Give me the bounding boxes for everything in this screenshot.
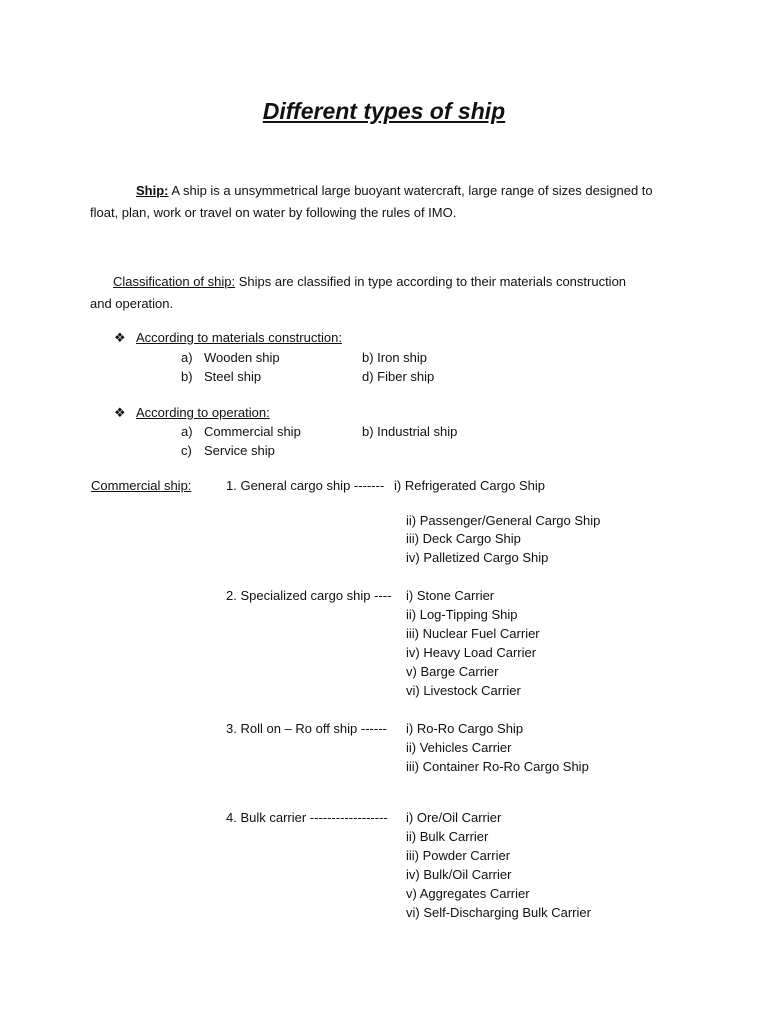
list-item: i) Refrigerated Cargo Ship — [394, 478, 546, 493]
list-item: vi) Self-Discharging Bulk Carrier — [406, 905, 591, 920]
materials-row-2-marker: b) — [181, 369, 193, 384]
ship-definition-text: A ship is a unsymmetrical large buoyant watercraft, large range of sizes designed to — [168, 183, 653, 198]
materials-row-2-text: Steel ship — [204, 369, 262, 384]
classification-term: Classification of ship: — [113, 274, 236, 289]
list-item: iv) Bulk/Oil Carrier — [406, 867, 512, 882]
classification-text: Ships are classified in type according to their materials construction — [235, 274, 627, 289]
classification-line2: and operation. — [90, 296, 174, 311]
ship-definition-line1 — [136, 182, 653, 200]
list-item: ii) Passenger/General Cargo Ship — [406, 513, 601, 528]
operation-row-1-text: Commercial ship — [204, 424, 301, 439]
materials-row-1-marker: a) — [181, 350, 193, 365]
ship-term: Ship: — [136, 183, 169, 198]
list-item: ii) Bulk Carrier — [406, 829, 489, 844]
list-item: v) Barge Carrier — [406, 664, 499, 679]
group-4-head: 4. Bulk carrier ------------------ — [226, 810, 388, 825]
list-item: iii) Container Ro-Ro Cargo Ship — [406, 759, 589, 774]
list-item: iv) Palletized Cargo Ship — [406, 550, 549, 565]
page-title: Different types of ship — [262, 98, 506, 124]
list-item: iv) Heavy Load Carrier — [406, 645, 537, 660]
operation-row-2-text: Service ship — [204, 443, 275, 458]
materials-row-1-text: Wooden ship — [204, 350, 280, 365]
materials-row-1-right: b) Iron ship — [362, 350, 428, 365]
list-item: v) Aggregates Carrier — [406, 886, 530, 901]
list-item: ii) Vehicles Carrier — [406, 740, 512, 755]
list-item: i) Stone Carrier — [406, 588, 495, 603]
list-item: iii) Deck Cargo Ship — [406, 531, 521, 546]
ship-definition-line2: float, plan, work or travel on water by following the rules of IMO. — [90, 205, 457, 220]
list-item: ii) Log-Tipping Ship — [406, 607, 518, 622]
materials-row-2-right: d) Fiber ship — [362, 369, 435, 384]
operation-row-1-marker: a) — [181, 424, 193, 439]
list-item: iii) Nuclear Fuel Carrier — [406, 626, 540, 641]
diamond-bullet-icon: ❖ — [114, 405, 126, 420]
list-item: i) Ore/Oil Carrier — [406, 810, 502, 825]
list-item: i) Ro-Ro Cargo Ship — [406, 721, 524, 736]
list-item: vi) Livestock Carrier — [406, 683, 521, 698]
operation-heading: According to operation: — [136, 405, 270, 420]
operation-row-1-right: b) Industrial ship — [362, 424, 458, 439]
group-3-head: 3. Roll on – Ro off ship ------ — [226, 721, 387, 736]
classification-line1 — [113, 273, 626, 291]
group-2-head: 2. Specialized cargo ship ---- — [226, 588, 392, 603]
group-1-head: 1. General cargo ship ------- — [226, 478, 385, 493]
diamond-bullet-icon: ❖ — [114, 330, 126, 345]
operation-row-2-marker: c) — [181, 443, 192, 458]
list-item: iii) Powder Carrier — [406, 848, 511, 863]
materials-heading: According to materials construction: — [136, 330, 342, 345]
commercial-ship-label: Commercial ship: — [91, 478, 192, 493]
